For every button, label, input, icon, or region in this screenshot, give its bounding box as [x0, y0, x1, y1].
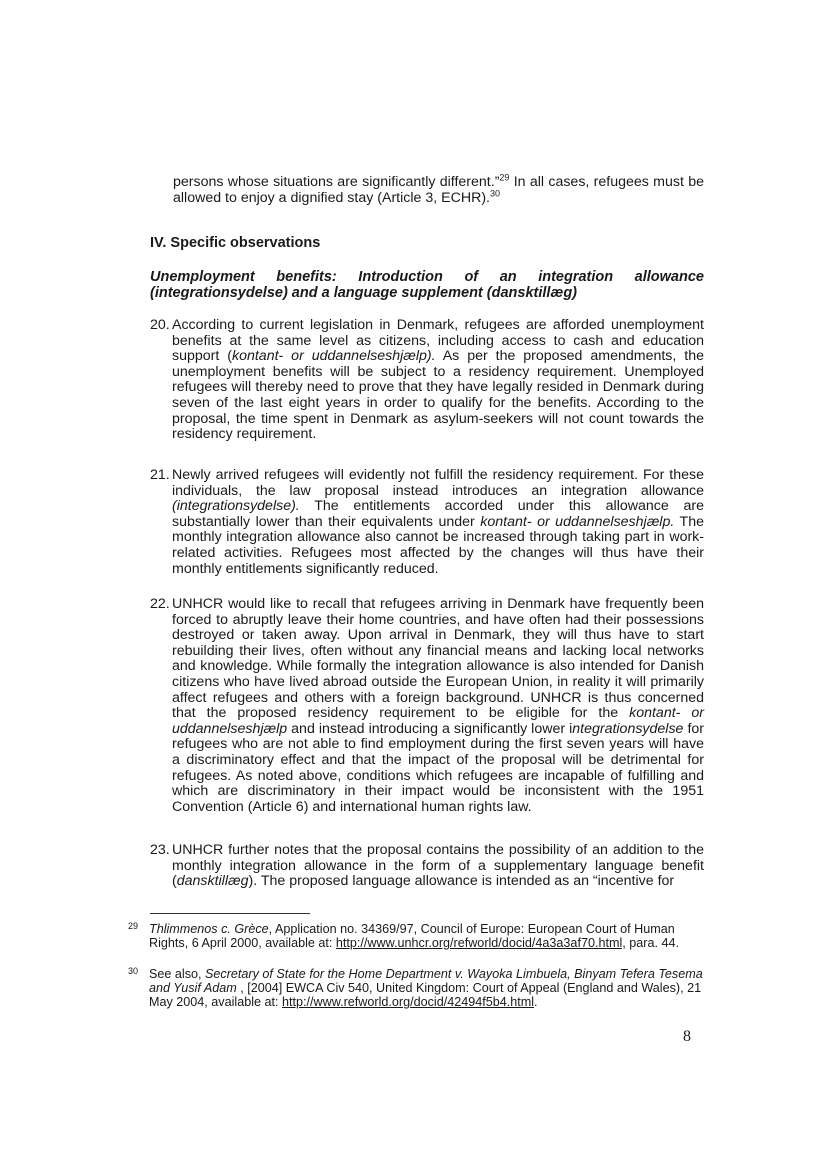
- paragraph-number: 23.: [150, 842, 170, 858]
- footnote-ref-29: 29: [499, 172, 510, 183]
- italic-term: dansktillæg: [176, 873, 249, 890]
- text-run: , Application no. 34369/97, Council of Europe: European Court of Human Rights, 6 April 2000, available at:: [149, 922, 675, 950]
- italic-term: kontant- or uddannelseshjælp: [172, 705, 704, 737]
- paragraph-number: 22.: [150, 596, 170, 612]
- paragraph-number: 20.: [150, 317, 170, 333]
- italic-term: (integrationsydelse).: [172, 498, 300, 515]
- footnote-separator: [150, 913, 310, 914]
- paragraph-body: [172, 468, 704, 577]
- text-run: for refugees who are not able to find employment during the first seven years will have a discriminatory effect and that the impact of the proposal will be detrimental for refugees. As noted above, conditions which refugees are incapable of fulfilling and which are discriminatory in their impact would be inconsistent with the 1951 Convention (Article 6) and international human rights law.: [172, 720, 705, 815]
- text-run: UNHCR further notes that the proposal contains the possibility of an addition to the monthly integration allowance in the form of a supplementary language benefit (: [172, 842, 704, 890]
- section-heading: IV. Specific observations: [150, 235, 321, 251]
- text-run: According to current legislation in Denmark, refugees are afforded unemployment benefits at the same level as citizens, including access to cash and education support (: [172, 317, 704, 365]
- paragraph-22: [150, 597, 704, 815]
- text-run: See also,: [149, 967, 206, 981]
- italic-case-name: Thlimmenos c. Grèce: [149, 922, 269, 936]
- footnote-30: [128, 967, 706, 1009]
- text-run: The entitlements accorded under this allowance are substantially lower than their equivalents under: [172, 498, 704, 530]
- italic-case-name: Secretary of State for the Home Department v. Wayoka Limbuela, Binyam Tefera Tesema and Yusif Adam: [149, 967, 703, 995]
- paragraph-20: [150, 318, 704, 443]
- page-number: 8: [683, 1028, 691, 1045]
- footnote-link[interactable]: http://www.refworld.org/docid/42494f5b4.html: [282, 995, 535, 1009]
- italic-term: kontant- or uddannelseshjælp.: [480, 513, 675, 530]
- text-run: As per the proposed amendments, the unemployment benefits will be subject to a residency requirement. Unemployed refugees will thereby need to prove that they have legally resided in Denmark during seven of the last eight years in order to qualify for the benefits. According to the proposal, the time spent in Denmark as asylum-seekers will not count towards the residency requirement.: [172, 348, 704, 443]
- footnote-body: [149, 967, 706, 1009]
- paragraph-21: [150, 468, 704, 577]
- paragraph-body: [172, 318, 704, 443]
- text-run: ). The proposed language allowance is intended as an “incentive for: [248, 873, 675, 890]
- paragraph-body: [172, 597, 704, 815]
- text-run: The monthly integration allowance also cannot be increased through taking part in work-related activities. Refugees most affected by the changes will thus have their monthly entitlements significantly reduced.: [172, 513, 704, 577]
- footnote-ref-30: 30: [490, 187, 501, 198]
- footnote-29: [128, 922, 706, 950]
- footnote-link[interactable]: http://www.unhcr.org/refworld/docid/4a3a3af70.html,: [335, 936, 626, 950]
- footnote-body: [149, 922, 706, 950]
- paragraph-23: [150, 843, 704, 890]
- footnote-mark: 30: [128, 966, 139, 976]
- text-run: UNHCR would like to recall that refugees arriving in Denmark have frequently been forced to abruptly leave their home countries, and have often had their possessions destroyed or taken away. Upon arrival in Denmark, they will thus have to start rebuilding their lives, often without any financial means and lacking local networks and knowledge. While formally the integration allowance is also intended for Danish citizens who have lived abroad outside the European Union, in reality it will primarily affect refugees and others with a foreign background. UNHCR is thus concerned that the proposed residency requirement to be eligible for the: [172, 596, 704, 722]
- italic-term: kontant- or uddannelseshjælp).: [231, 348, 436, 365]
- paragraph-body: [172, 843, 704, 890]
- intro-paragraph: [173, 172, 704, 206]
- intro-text: persons whose situations are significantly different.”: [173, 174, 500, 190]
- intro-text-continued: In all cases, refugees must be allowed to enjoy a dignified stay (Article 3, ECHR).: [173, 174, 704, 206]
- paragraph-number: 21.: [150, 467, 170, 483]
- text-run: Newly arrived refugees will evidently not fulfill the residency requirement. For these individuals, the law proposal instead introduces an integration allowance: [172, 467, 704, 499]
- text-run: para. 44.: [625, 936, 679, 950]
- text-run: , [2004] EWCA Civ 540, United Kingdom: Court of Appeal (England and Wales), 21 May 2004, available at:: [149, 981, 702, 1009]
- text-run: and instead introducing a significantly lower i: [287, 720, 573, 737]
- italic-term: ntegrationsydelse: [572, 720, 684, 737]
- section-subheading: Unemployment benefits: Introduction of an integration allowance (integrationsydelse) and a language supplement (dansktillæg): [150, 269, 704, 301]
- footnote-mark: 29: [128, 921, 139, 931]
- text-run: .: [534, 995, 538, 1009]
